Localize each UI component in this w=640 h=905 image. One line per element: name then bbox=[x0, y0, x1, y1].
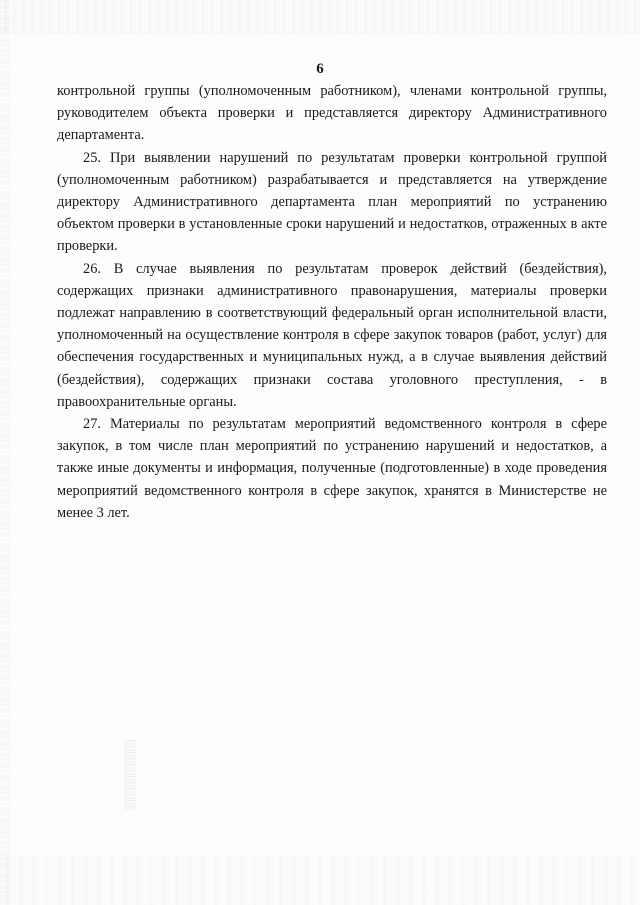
paragraph-continuation: контрольной группы (уполномоченным работником), членами контрольной группы, руководителем объекта проверки и представляется директору Административного департамента. bbox=[57, 83, 607, 144]
page-number: 6 bbox=[316, 61, 324, 77]
paragraph-27: 27. Материалы по результатам мероприятий ведомственного контроля в сфере закупок, в том числе план мероприятий по устранению нарушений и недостатков, а также иные документы и информация, полученные (подготовленные) в ходе проведения мероприятий ведомственного контроля в сфере закупок, хранятся в Министерстве не менее 3 лет. bbox=[57, 416, 607, 521]
paragraph-26: 26. В случае выявления по результатам проверок действий (бездействия), содержащих признаки административного правонарушения, материалы проверки подлежат направлению в соответствующий федеральный орган исполнительной власти, уполномоченный на осуществление контроля в сфере закупок товаров (работ, услуг) для обеспечения государственных и муниципальных нужд, а в случае выявления действий (бездействия), содержащих признаки состава уголовного преступления, - в правоохранительные органы. bbox=[57, 260, 607, 410]
paragraph-25: 25. При выявлении нарушений по результатам проверки контрольной группой (уполномоченным работником) разрабатывается и представляется на утверждение директору Административного департамента план мероприятий по устранению объектом проверки в установленные сроки нарушений и недостатков, отраженных в акте проверки. bbox=[57, 149, 607, 255]
scan-noise-bottom bbox=[0, 855, 640, 905]
scan-noise-top bbox=[0, 0, 640, 34]
scan-noise-left bbox=[0, 0, 10, 905]
document-body bbox=[57, 80, 607, 524]
scan-artifact bbox=[124, 740, 136, 810]
